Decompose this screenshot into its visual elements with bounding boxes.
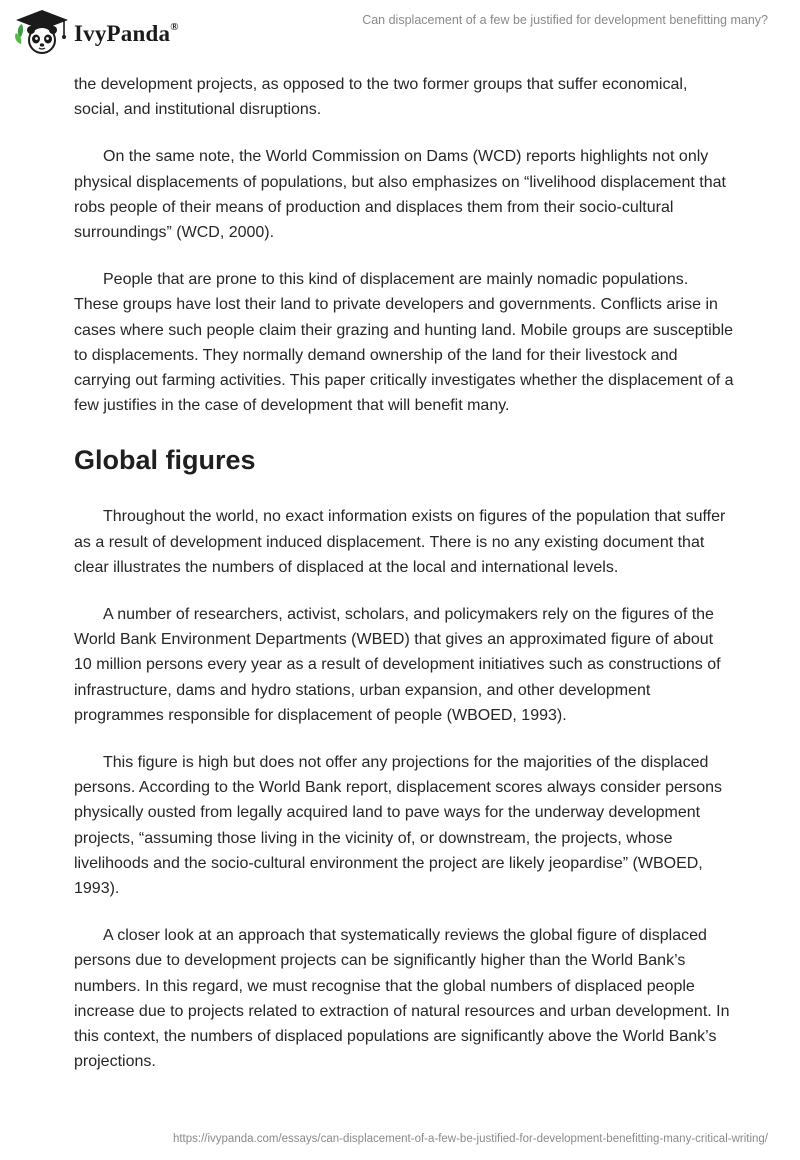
paragraph: Throughout the world, no exact information exists on figures of the population that suffer as a result of development induced displacement. There is no any existing document that clear illustrates the numbers of displaced at the local and international levels. bbox=[74, 508, 726, 576]
source-url[interactable]: https://ivypanda.com/essays/can-displacement-of-a-few-be-justified-for-development-benefitting-many-critical-writing/ bbox=[172, 1133, 768, 1145]
paragraph: People that are prone to this kind of displacement are mainly nomadic populations. These groups have lost their land to private developers and governments. Conflicts arise in cases where such people claim their grazing and hunting land. Mobile groups are susceptible to displacements. They normally demand ownership of the land for their livestock and carrying out farming activities. This paper critically investigates whether the displacement of a few justifies in the case of development that will benefit many. bbox=[74, 271, 734, 415]
paragraph: the development projects, as opposed to the two former groups that suffer economical, social, and institutional disruptions. bbox=[74, 76, 688, 119]
page-header bbox=[0, 0, 800, 70]
article-body bbox=[74, 72, 734, 1097]
paragraph: A number of researchers, activist, scholars, and policymakers rely on the figures of the World Bank Environment Departments (WBED) that gives an approximated figure of about 10 million persons every year as a result of development initiatives such as constructions of infrastructure, dams and hydro stations, urban expansion, and other development programmes responsible for displacement of people (WBOED, 1993). bbox=[74, 606, 721, 724]
panda-logo-icon bbox=[14, 8, 70, 56]
paragraph: On the same note, the World Commission on Dams (WCD) reports highlights not only physical displacements of populations, but also emphasizes on “livelihood displacement that robs people of their means of production and displaces them from their socio-cultural surroundings” (WCD, 2000). bbox=[74, 148, 726, 242]
registered-mark: ® bbox=[170, 21, 179, 34]
brand-name: IvyPanda® bbox=[74, 21, 179, 46]
paragraph: A closer look at an approach that systematically reviews the global figure of displaced persons due to development projects can be significantly higher than the World Bank’s numbers. In this regard, we must recognise that the global numbers of displaced people increase due to projects related to extraction of natural resources and urban development. In this context, the numbers of displaced populations are significantly above the World Bank’s projections. bbox=[74, 927, 730, 1071]
section-heading: Global figures bbox=[74, 445, 256, 476]
logo[interactable] bbox=[14, 8, 179, 56]
document-title: Can displacement of a few be justified for development benefitting many? bbox=[362, 13, 768, 27]
paragraph: This figure is high but does not offer any projections for the majorities of the displaced persons. According to the World Bank report, displacement scores always consider persons physically ousted from legally acquired land to pave ways for the underway development projects, “assuming those living in the vicinity of, or downstream, the projects, whose livelihoods and the socio-cultural environment the project are likely jeopardise” (WBOED, 1993). bbox=[74, 754, 723, 898]
